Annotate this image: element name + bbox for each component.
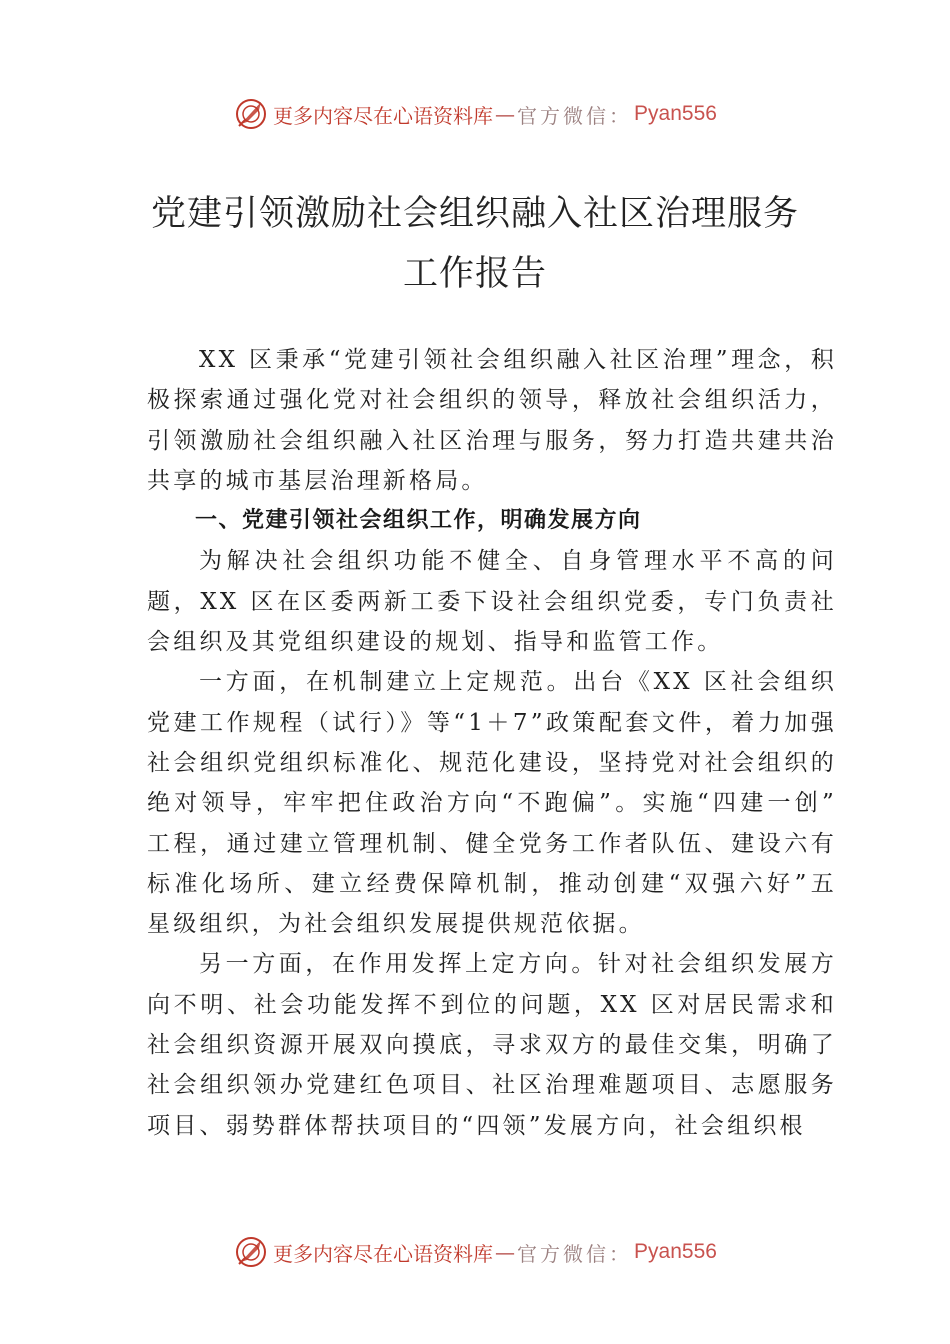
intro-paragraph: XX 区秉承“党建引领社会组织融入社区治理”理念，积极探索通过强化党对社会组织的领导，释放社会组织活力，引领激励社会组织融入社区治理与服务，努力打造共建共治共享的城市基层治理新格局。 [147, 347, 837, 494]
watermark-site-text: 更多内容尽在心语资料库 [273, 103, 494, 128]
header-watermark [0, 94, 950, 134]
paragraph-2: 一方面，在机制建立上定规范。出台《XX 区社会组织党建工作规程（试行）》等“1＋7”政策配套文件，着力加强社会组织党组织标准化、规范化建设，坚持党对社会组织的绝对领导，牢牢把住政治方向“不跑偏”。实施“四建一创” 工程，通过建立管理机制、健全党务工作者队伍、建设六有标准化场所、建立经费保障机制，推动创建“双强六好”五 星级组织，为社会组织发展提供规范依据。 [147, 669, 837, 938]
watermark-label: 官方微信： [517, 103, 633, 128]
document-title-line1: 党建引领激励社会组织融入社区治理服务 [150, 194, 799, 234]
quill-logo-icon [233, 96, 269, 132]
quill-logo-icon [233, 1234, 269, 1270]
watermark-wechat-id: Pyan556 [634, 1240, 717, 1263]
watermark-wechat-id: Pyan556 [634, 102, 717, 125]
watermark-dash: — [495, 1240, 516, 1264]
document-title-line2: 工作报告 [402, 254, 547, 294]
footer-watermark [0, 1232, 950, 1272]
paragraph-1: 为解决社会组织功能不健全、自身管理水平不高的问题，XX 区在区委两新工委下设社会组织党委，专门负责社会组织及其党组织建设的规划、指导和监管工作。 [147, 548, 837, 656]
watermark-dash: — [495, 102, 516, 126]
section-heading: 一、党建引领社会组织工作，明确发展方向 [195, 508, 642, 534]
watermark-label: 官方微信： [517, 1241, 633, 1266]
document-body [147, 340, 837, 1146]
paragraph-3: 另一方面，在作用发挥上定方向。针对社会组织发展方向不明、社会功能发挥不到位的问题，XX 区对居民需求和社会组织资源开展双向摸底，寻求双方的最佳交集，明确了社会组织领办党建红色项目、社区治理难题项目、志愿服务项目、弱势群体帮扶项目的“四领”发展方向，社会组织根 [147, 951, 837, 1139]
watermark-site-text: 更多内容尽在心语资料库 [273, 1241, 494, 1266]
